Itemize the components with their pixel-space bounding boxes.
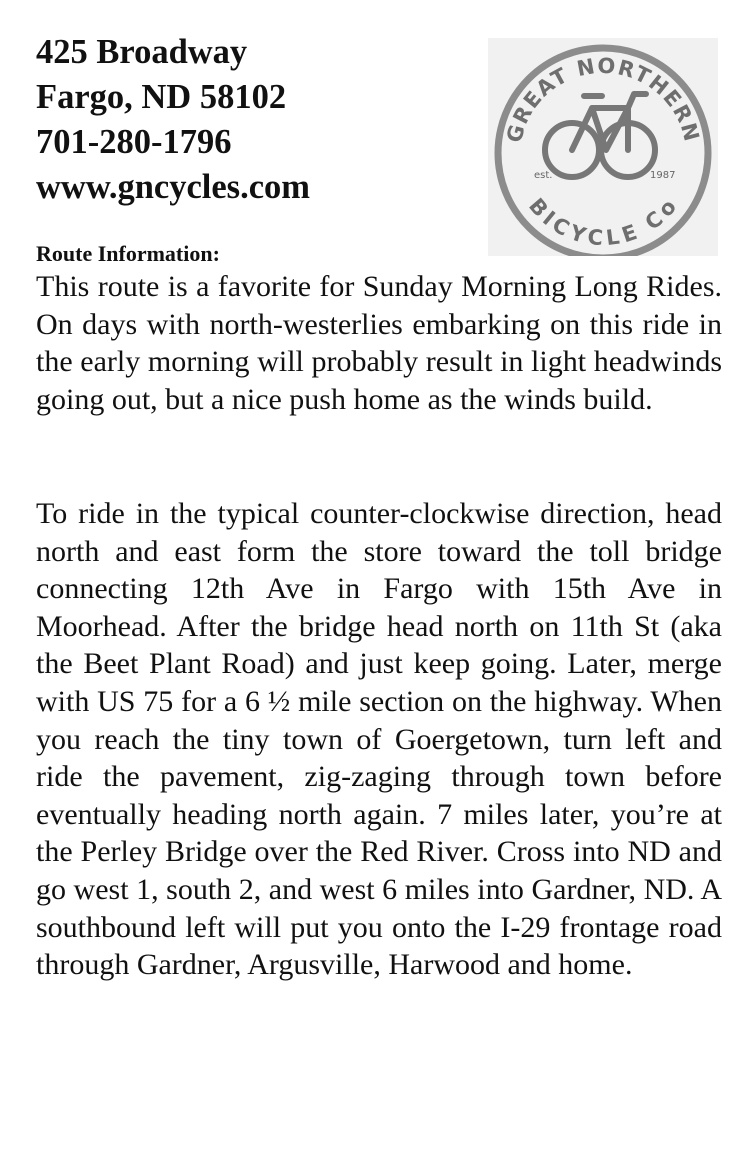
phone-number: 701-280-1796 [36, 123, 232, 161]
great-northern-bicycle-logo [488, 38, 718, 256]
route-paragraph-directions: To ride in the typical counter-clockwise direction, head north and east form the store toward the toll bridge connecting 12th Ave in Fargo with 15th Ave in Moorhead. After the bridge head north on 11th St (aka the Beet Plant Road) and just keep going. Later, merge with US 75 for a 6 ½ mile section on the highway. When you reach the tiny town of Goergetown, turn left and ride the pavement, zig-zaging through town before eventually heading north again. 7 miles later, you’re at the Perley Bridge over the Red River. Cross into ND and go west 1, south 2, and west 6 miles into Gardner, ND. A southbound left will put you onto the I-29 frontage road through Gardner, Argusville, Harwood and home. [36, 497, 722, 982]
city-state-zip: Fargo, ND 58102 [36, 78, 287, 116]
route-paragraph-intro: This route is a favorite for Sunday Morning Long Rides. On days with north-westerlies embarking on this ride in the early morning will probably result in light headwinds going out, but a nice push home as the winds build. [36, 270, 722, 416]
logo-top-text: GREAT NORTHERN [502, 53, 704, 145]
street-address: 425 Broadway [36, 33, 248, 71]
route-info-heading: Route Information: [36, 241, 220, 266]
website-url: www.gncycles.com [36, 168, 311, 206]
logo-bottom-text: BICYCLE Co [524, 193, 683, 251]
logo-est-year: 1987 [650, 170, 676, 181]
logo-est-label: est. [534, 170, 553, 181]
address-block [36, 30, 476, 210]
